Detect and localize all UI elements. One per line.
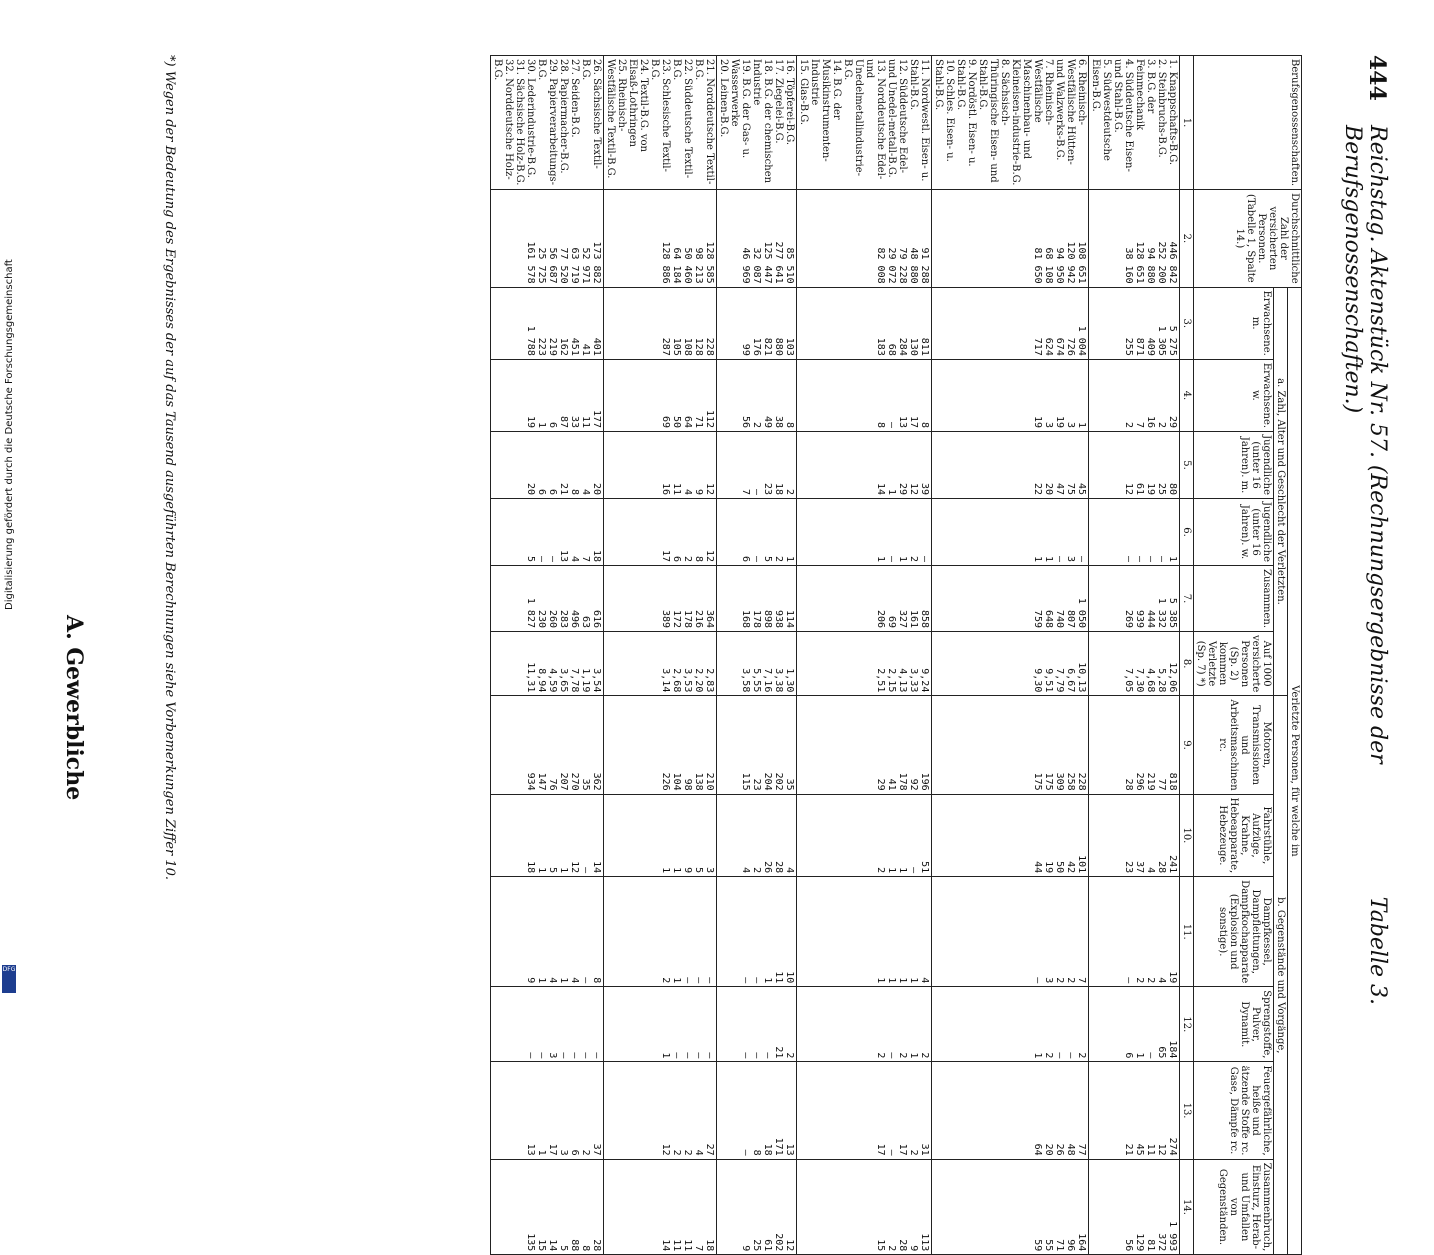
header-col-3: Erwachsene. m. — [1194, 287, 1274, 359]
header-col-1: Berufsgenossenschaften. — [1194, 56, 1302, 190]
value-cell-c4: 29 2 16 7 2 — [1089, 359, 1180, 431]
header-col-11: Dampfkessel, Dampfleitungen, Dampfkochapparate (Explosion und sonstige). — [1194, 877, 1274, 987]
value-cell-c6: — 2 1 — 1 — [797, 499, 932, 566]
value-cell-c6: 1 — — — — — [1089, 499, 1180, 566]
value-cell-c7: 858 161 327 69 206 — [797, 566, 932, 632]
value-cell-c12: 2 1 2 — 2 — [797, 987, 932, 1062]
header-col-4: Erwachsene. w. — [1194, 359, 1274, 431]
statistics-table — [490, 55, 1302, 1255]
value-cell-c13: 27 4 2 2 12 — [604, 1062, 717, 1159]
value-cell-c14: 28 8 88 5 14 15 135 — [491, 1159, 604, 1255]
value-cell-c7: 5 385 1 332 444 939 269 — [1089, 566, 1180, 632]
col-number: 7. — [1180, 566, 1194, 632]
association-names: 16. Töpferei-B.G. 17. Ziegelei-B.G. 18. B.G. der chemischen Industrie 19. B.G. der Gas- u. Wasserwerke 20. Leinen-B.G. — [717, 56, 797, 190]
value-cell-c3: 103 880 821 176 99 — [717, 287, 797, 359]
value-cell-c8: 9,24 3,33 4,13 2,15 2,51 — [797, 632, 932, 696]
value-cell-c14: 18 7 11 11 14 — [604, 1159, 717, 1255]
col-number: 13. — [1180, 1062, 1194, 1159]
header-col-12: Sprengstoffe, Pulver, Dynamit. — [1194, 987, 1274, 1062]
value-cell-c12: — — — — 1 — [604, 987, 717, 1062]
digitization-credit: Digitalisierung gefördert durch die Deutsche Forschungsgemeinschaft — [4, 259, 15, 610]
value-cell-c9: 196 92 178 41 29 — [797, 696, 932, 794]
page-number: 444 — [1364, 55, 1390, 101]
value-cell-c13: 37 2 6 3 17 1 13 — [491, 1062, 604, 1159]
value-cell-c6: 12 8 2 6 17 — [604, 499, 717, 566]
col-number: 5. — [1180, 432, 1194, 499]
value-cell-c3: 811 130 284 68 183 — [797, 287, 932, 359]
table-row — [932, 56, 1089, 1255]
value-cell-c12: 2 21 — — — — [717, 987, 797, 1062]
value-cell-c13: 274 12 11 45 21 — [1089, 1062, 1180, 1159]
value-cell-c11: 10 11 1 — — — [717, 877, 797, 987]
value-cell-c10: 51 — 1 1 2 — [797, 794, 932, 877]
value-cell-c6: — 3 — 1 1 — [932, 499, 1089, 566]
value-cell-c3: 401 41 451 162 219 223 1 788 — [491, 287, 604, 359]
value-cell-c11: — — — 1 2 — [604, 877, 717, 987]
value-cell-c2: 108 651 120 942 94 950 68 108 81 650 — [932, 190, 1089, 287]
table-row — [1089, 56, 1180, 1255]
value-cell-c6: 1 2 5 — 6 — [717, 499, 797, 566]
value-cell-c10: 14 — 12 1 5 1 18 — [491, 794, 604, 877]
value-cell-c2: 446 842 252 200 94 880 128 651 38 160 — [1089, 190, 1180, 287]
value-cell-c3: 228 128 108 105 287 — [604, 287, 717, 359]
association-names: 26. Sächsische Textil-B.G. 27. Seiden-B.G. 28. Papiermacher-B.G. 29. Papierverarbeitungs-B.G. 30. Lederindustrie-B.G. 31. Sächsische Holz-B.G. 32. Norddeutsche Holz-B.G. — [491, 56, 604, 190]
value-cell-c9: 210 138 98 104 226 — [604, 696, 717, 794]
header-col-2: Durchschnittliche Zahl der versicherten Personen. (Tabelle 1, Spalte 14.) — [1194, 190, 1302, 287]
value-cell-c7: 1 050 807 740 648 759 — [932, 566, 1089, 632]
value-cell-c8: 10,13 6,67 7,79 9,51 9,30 — [932, 632, 1089, 696]
value-cell-c13: 77 48 26 20 64 — [932, 1062, 1089, 1159]
value-cell-c14: 164 96 71 55 59 — [932, 1159, 1089, 1255]
table-row — [797, 56, 932, 1255]
value-cell-c5: 20 4 8 21 6 6 20 — [491, 432, 604, 499]
value-cell-c11: 7 2 2 3 — — [932, 877, 1089, 987]
value-cell-c3: 5 275 1 305 409 871 255 — [1089, 287, 1180, 359]
col-number: 14. — [1180, 1159, 1194, 1255]
col-number: 11. — [1180, 877, 1194, 987]
value-cell-c5: 2 18 23 — 7 — [717, 432, 797, 499]
value-cell-c4: 8 38 49 2 56 — [717, 359, 797, 431]
value-cell-c4: 177 11 33 87 6 1 19 — [491, 359, 604, 431]
value-cell-c14: 1 993 372 81 129 56 — [1089, 1159, 1180, 1255]
col-number: 8. — [1180, 632, 1194, 696]
section-heading: A. Gewerbliche — [61, 615, 87, 801]
value-cell-c4: 8 17 13 — 8 — [797, 359, 932, 431]
document-title: Reichstag. Aktenstück Nr. 57. (Rechnungsergebnisse der Berufsgenossenschaften.) — [1340, 125, 1390, 764]
header-col-6: Jugendliche (unter 16 Jahren). w. — [1194, 499, 1274, 566]
group-a-caption: a. Zahl, Alter und Geschlecht der Verletzten. — [1274, 287, 1288, 696]
column-number-row — [1180, 56, 1194, 1255]
value-cell-c10: 101 42 50 19 44 — [932, 794, 1089, 877]
value-cell-c2: 85 510 277 641 125 447 32 087 46 969 — [717, 190, 797, 287]
header-col-7: Zusammen. — [1194, 566, 1274, 632]
value-cell-c12: 2 — — 2 1 — [932, 987, 1089, 1062]
value-cell-c9: 35 202 204 23 115 — [717, 696, 797, 794]
table-row — [717, 56, 797, 1255]
value-cell-c3: 1 004 726 674 624 717 — [932, 287, 1089, 359]
value-cell-c10: 3 5 9 1 1 — [604, 794, 717, 877]
table-row — [491, 56, 604, 1255]
value-cell-c5: 45 75 47 20 22 — [932, 432, 1089, 499]
value-cell-c9: 818 77 219 296 28 — [1089, 696, 1180, 794]
col-number: 6. — [1180, 499, 1194, 566]
footnote: *) Wegen der Bedeutung des Ergebnisses der auf das Tausend ausgeführten Berechnungen siehe Vorbemerkungen Ziffer 10. — [162, 55, 177, 881]
value-cell-c2: 173 882 52 971 63 719 77 520 56 687 25 725 161 578 — [491, 190, 604, 287]
value-cell-c13: 31 2 17 — 17 — [797, 1062, 932, 1159]
value-cell-c11: 8 — 4 1 4 1 9 — [491, 877, 604, 987]
value-cell-c4: 112 71 64 50 69 — [604, 359, 717, 431]
association-names: 1. Knappschafts-B.G. 2. Steinbruchs-B.G. 3. B.G. der Feinmechanik 4. Süddeutsche Eisen- und Stahl-B.G. 5. Südwestdeutsche Eisen-B.G. — [1089, 56, 1180, 190]
value-cell-c9: 228 258 309 175 175 — [932, 696, 1089, 794]
top-caption: Verletzte Personen, für welche im — [1288, 287, 1302, 1255]
value-cell-c14: 12 202 61 25 9 — [717, 1159, 797, 1255]
value-cell-c11: 19 4 2 2 — — [1089, 877, 1180, 987]
association-names: 6. Rheinisch-Westfälische Hütten- und Walzwerks-B.G. 7. Rheinisch-Westfälische Maschinenbau- und Kleineisen-industrie-B.G. 8. Sächsisch-Thüringische Eisen- und Stahl-B.G. 9. Nordöstl. Eisen- u. Stahl-B.G. 10. Schles. Eisen- u. Stahl-B.G. — [932, 56, 1089, 190]
value-cell-c5: 80 25 19 61 12 — [1089, 432, 1180, 499]
value-cell-c7: 364 216 178 172 389 — [604, 566, 717, 632]
header-col-8: Auf 1000 versicherte Personen (Sp. 2) kommen Verletzte (Sp. 7) *) — [1194, 632, 1274, 696]
value-cell-c14: 113 9 28 2 15 — [797, 1159, 932, 1255]
value-cell-c10: 241 28 4 37 23 — [1089, 794, 1180, 877]
value-cell-c8: 12,06 5,28 4,68 7,30 7,05 — [1089, 632, 1180, 696]
value-cell-c7: 114 938 898 178 168 — [717, 566, 797, 632]
association-names: 11. Nordwestl. Eisen- u. Stahl-B.G. 12. Süddeutsche Edel- und Unedel-metall-B.G. 13. Norddeutsche Edel- und Unedelmetallindustrie-B.G. 14. B.G. der Musikinstrumenten-Industrie 15. Glas-B.G. — [797, 56, 932, 190]
table-row — [604, 56, 717, 1255]
association-names: 21. Norddeutsche Textil-B.G. 22. Süddeutsche Textil-B.G. 23. Schlesische Textil-B.G. 24. Textil-B.G. von Elsaß-Lothringen 25. Rheinisch-Westfälische Textil-B.G. — [604, 56, 717, 190]
col-number: 10. — [1180, 794, 1194, 877]
value-cell-c12: — — — — 3 — — — [491, 987, 604, 1062]
value-cell-c13: 13 171 18 8 — — [717, 1062, 797, 1159]
col-number: 2. — [1180, 190, 1194, 287]
header-col-9: Motoren, Transmissionen und Arbeitsmaschinen rc. — [1194, 696, 1274, 794]
col-number: 12. — [1180, 987, 1194, 1062]
col-number: 4. — [1180, 359, 1194, 431]
header-col-5: Jugendliche (unter 16 Jahren). m. — [1194, 432, 1274, 499]
value-cell-c6: 18 7 4 13 — — 5 — [491, 499, 604, 566]
dfg-logo: DFG — [2, 965, 16, 993]
value-cell-c12: 184 65 — 1 6 — [1089, 987, 1180, 1062]
rotated-table-page — [42, 55, 1392, 1252]
value-cell-c2: 91 288 48 880 79 228 29 072 82 008 — [797, 190, 932, 287]
table-body — [491, 56, 1180, 1255]
header-col-14: Zusammenbruch, Einsturz, Herab- und Umfallen von Gegenständen. — [1194, 1159, 1274, 1255]
header-col-10: Fahrstühle, Aufzüge, Krahne, Hebeapparate, Hebezeuge. — [1194, 794, 1274, 877]
value-cell-c4: 1 3 19 3 19 — [932, 359, 1089, 431]
value-cell-c5: 12 9 4 11 16 — [604, 432, 717, 499]
value-cell-c11: 4 1 1 1 1 — [797, 877, 932, 987]
value-cell-c2: 128 585 98 213 50 460 64 184 128 886 — [604, 190, 717, 287]
value-cell-c5: 39 12 29 1 14 — [797, 432, 932, 499]
col-number: 3. — [1180, 287, 1194, 359]
table-label: Tabelle 3. — [1365, 896, 1390, 1005]
value-cell-c8: 2,83 2,20 3,53 2,68 3,14 — [604, 632, 717, 696]
running-header — [1340, 55, 1392, 1005]
col-number: 1. — [1180, 56, 1194, 190]
header-col-13: Feuergefährliche, heiße und ätzende Stoffe rc. Gase, Dämpfe rc. — [1194, 1062, 1274, 1159]
value-cell-c9: 362 35 270 207 76 147 934 — [491, 696, 604, 794]
group-b-caption: b. Gegenstände und Vorgänge, — [1274, 696, 1288, 1255]
value-cell-c8: 3,54 1,19 7,78 3,65 4,59 8,94 11,31 — [491, 632, 604, 696]
value-cell-c10: 4 28 26 2 4 — [717, 794, 797, 877]
col-number: 9. — [1180, 696, 1194, 794]
value-cell-c8: 1,30 3,38 7,16 5,55 3,58 — [717, 632, 797, 696]
value-cell-c7: 616 63 496 283 260 230 1 827 — [491, 566, 604, 632]
